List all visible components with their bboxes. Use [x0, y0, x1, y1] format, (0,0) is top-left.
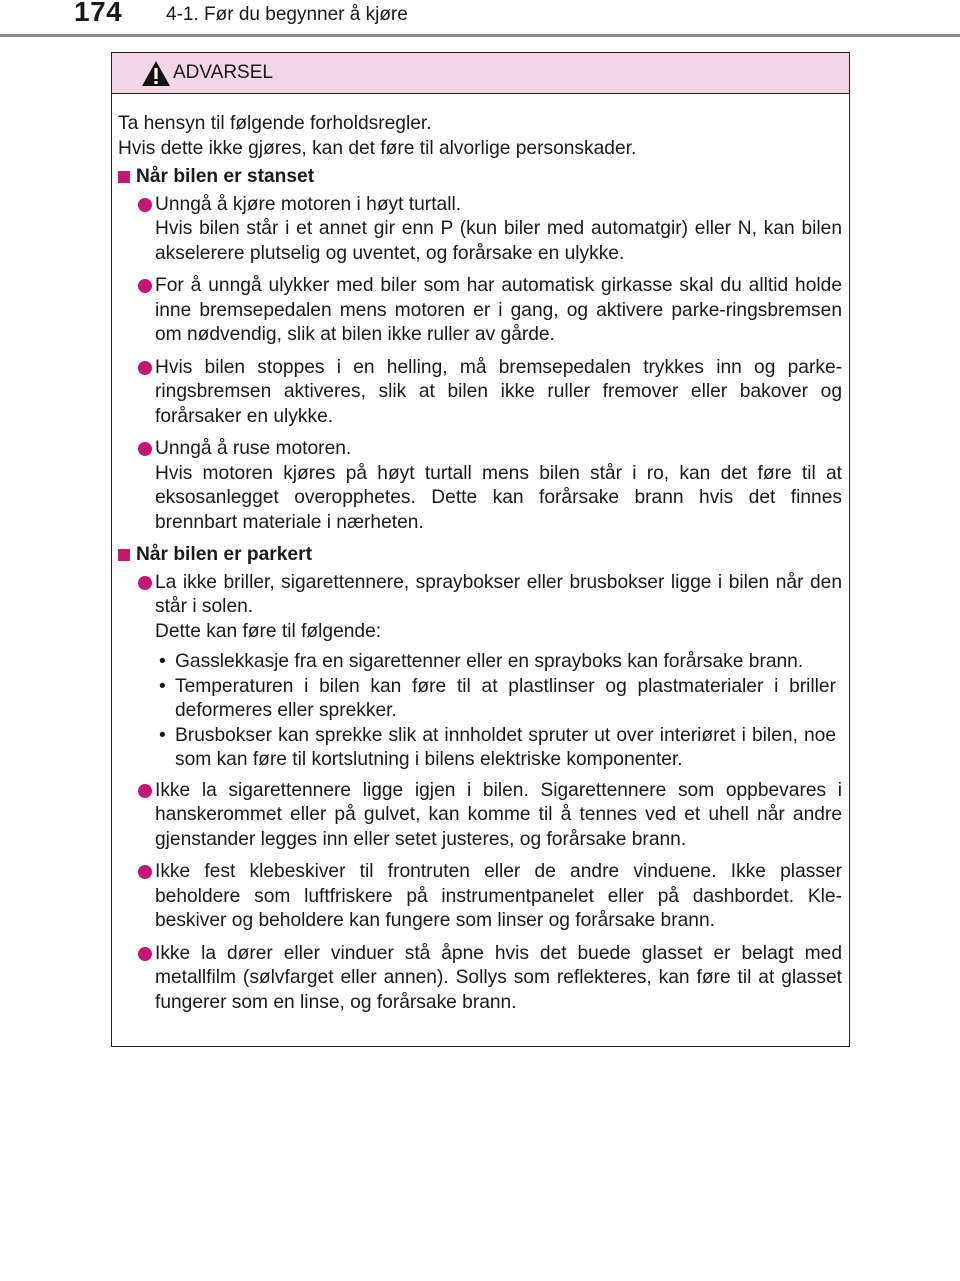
dot-bullet-icon: •: [159, 724, 166, 746]
bullet-body: Ikke fest klebeskiver til frontruten eller de andre vinduene. Ikke plasser beholdere som luftfriskere på instrumentpanelet eller på dashbordet. Kle-beskiver og beholdere kan fungere som linser og forårsake brann.: [155, 861, 842, 931]
bullet-tail: Dette kan føre til følgende:: [155, 620, 382, 642]
page-header: [0, 0, 960, 38]
chapter-title: 4-1. Før du begynner å kjøre: [166, 4, 408, 25]
section-heading-parked: [118, 543, 842, 568]
circle-bullet-icon: [138, 198, 152, 212]
dot-bullet-icon: •: [159, 651, 166, 672]
warning-content: [118, 112, 842, 1023]
list-item: [118, 779, 842, 853]
circle-bullet-icon: [138, 865, 152, 879]
bullet-lead: Unngå å kjøre motoren i høyt turtall.: [155, 193, 462, 215]
circle-bullet-icon: [138, 442, 152, 456]
header-divider: [0, 34, 960, 37]
intro-line: Hvis dette ikke gjøres, kan det føre til alvorlige personskader.: [118, 137, 637, 159]
section-heading-text: Når bilen er parkert: [136, 544, 312, 565]
page-number: 174: [74, 0, 123, 27]
section-heading-stopped: [118, 165, 842, 190]
dot-bullet-icon: •: [159, 675, 166, 697]
bullet-lead: Unngå å ruse motoren.: [155, 438, 352, 459]
sub-list-item: [155, 650, 836, 675]
bullet-body: La ikke briller, sigarettennere, spraybokser eller brusbokser ligge i bilen når den står i solen.: [155, 571, 842, 617]
circle-bullet-icon: [138, 784, 152, 798]
square-marker-icon: [118, 171, 130, 183]
sub-item-text: Temperaturen i bilen kan føre til at plastlinser og plastmaterialer i briller deformeres eller sprekker.: [175, 675, 836, 721]
circle-bullet-icon: [138, 279, 152, 293]
list-item: [118, 571, 842, 645]
intro-line: Ta hensyn til følgende forholdsregler.: [118, 113, 432, 134]
list-item: [118, 193, 842, 267]
sub-item-text: Brusbokser kan sprekke slik at innholdet spruter ut over interiøret i bilen, noe som kan føre til kortslutning i bilens elektriske komponenter.: [175, 724, 836, 770]
list-item: [118, 860, 842, 934]
circle-bullet-icon: [138, 361, 152, 375]
bullet-body: Ikke la dører eller vinduer stå åpne hvis det buede glasset er belagt med metallfilm (sølvfarget eller annen). Sollys som reflekteres, kan føre til at glasset fungerer som en linse, og forårsake brann.: [155, 942, 842, 1013]
bullet-body: Ikke la sigarettennere ligge igjen i bilen. Sigarettennere som oppbevares i hanskerommet eller på gulvet, kan komme til å tennes ved et uhell når andre gjenstander legges inn eller setet justeres, og forårsake brann.: [155, 779, 842, 850]
bullet-body: Hvis bilen stoppes i en helling, må bremsepedalen trykkes inn og parke-ringsbremsen aktiveres, slik at bilen ikke ruller fremover eller bakover og forårsaker en ulykke.: [155, 356, 842, 427]
circle-bullet-icon: [138, 947, 152, 961]
circle-bullet-icon: [138, 576, 152, 590]
section-heading-text: Når bilen er stanset: [136, 166, 315, 187]
sub-list: [118, 650, 842, 773]
warning-box: [111, 52, 850, 1047]
sub-item-text: Gasslekkasje fra en sigarettenner eller en sprayboks kan forårsake brann.: [175, 651, 804, 672]
warning-triangle-icon: [141, 60, 171, 87]
sub-list-item: [155, 675, 836, 724]
list-item: [118, 274, 842, 348]
list-item: [118, 942, 842, 1016]
square-marker-icon: [118, 549, 130, 561]
list-item: [118, 437, 842, 535]
warning-title: ADVARSEL: [173, 62, 273, 83]
bullet-body: Hvis motoren kjøres på høyt turtall mens bilen står i ro, kan det føre til at eksosanlegget overopphetes. Dette kan forårsake brann hvis det finnes brennbart materiale i nærheten.: [155, 462, 842, 533]
bullet-body: For å unngå ulykker med biler som har automatisk girkasse skal du alltid holde inne bremsepedalen mens motoren er i gang, og aktivere parke-ringsbremsen om nødvendig, slik at bilen ikke ruller av gårde.: [155, 275, 842, 345]
bullet-body: Hvis bilen står i et annet gir enn P (kun biler med automatgir) eller N, kan bilen akselerere plutselig og uventet, og forårsake en ulykke.: [155, 218, 842, 264]
warning-intro: [118, 112, 842, 161]
warning-header: [112, 53, 849, 94]
sub-list-item: [155, 724, 836, 773]
list-item: [118, 356, 842, 430]
